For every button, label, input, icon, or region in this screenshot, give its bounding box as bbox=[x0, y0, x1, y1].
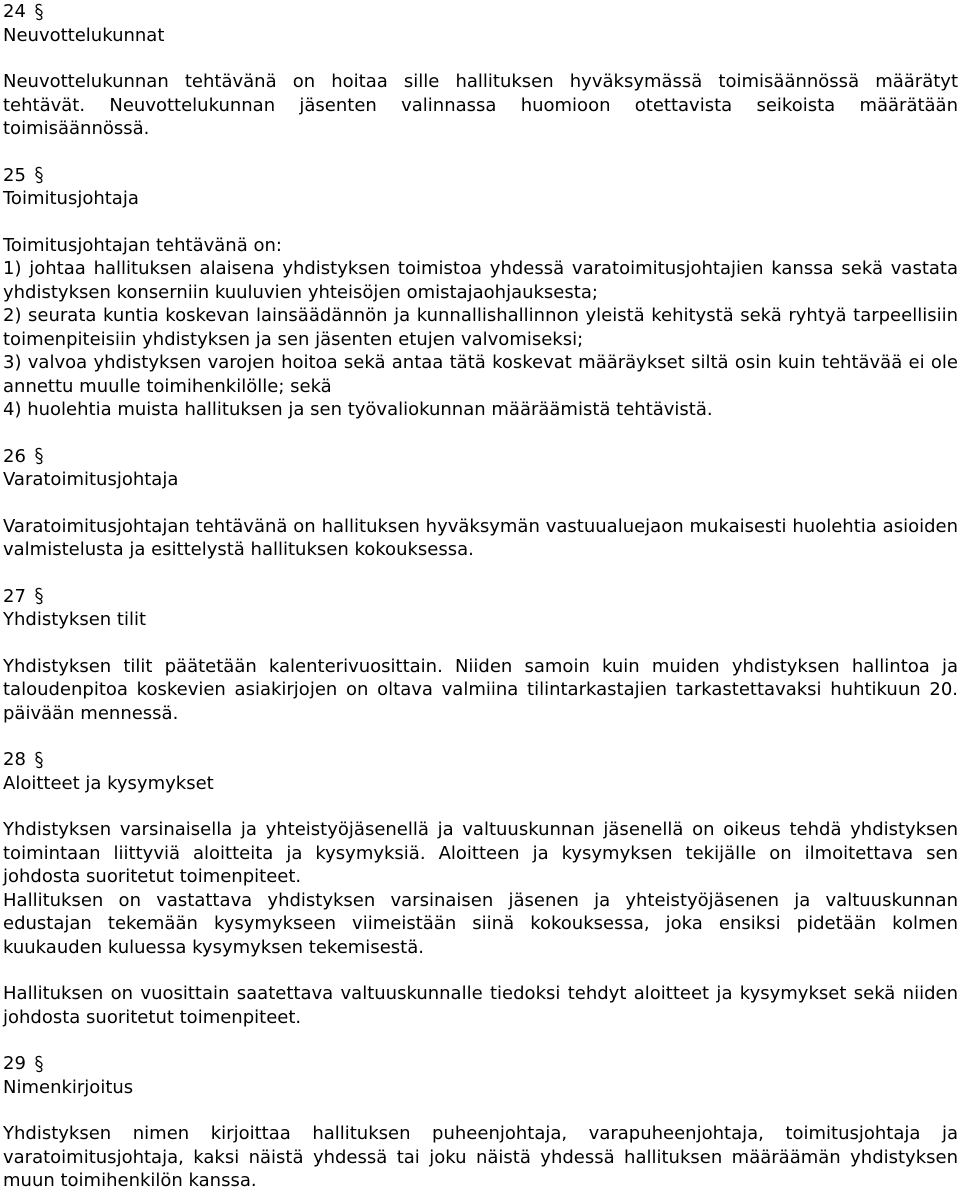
section-title: Varatoimitusjohtaja bbox=[3, 469, 179, 490]
section-number bbox=[3, 585, 958, 609]
section-27 bbox=[3, 585, 958, 726]
section-paragraph: Varatoimitusjohtajan tehtävänä on hallituksen hyväksymän vastuualuejaon mukaisesti huolehtia asioiden valmistelusta ja esittelystä hallituksen kokouksessa. bbox=[3, 515, 958, 560]
section-number-text: 24 bbox=[3, 1, 26, 22]
list-item: 3) valvoa yhdistyksen varojen hoitoa sekä antaa tätä koskevat määräykset siltä osin kuin tehtävää ei ole annettu muulle toimihenkilölle; sekä bbox=[3, 352, 958, 397]
section-29 bbox=[3, 1052, 958, 1193]
section-number bbox=[3, 0, 958, 24]
list-item: 4) huolehtia muista hallituksen ja sen työvaliokunnan määräämistä tehtävistä. bbox=[3, 399, 713, 420]
section-sign-icon bbox=[34, 447, 44, 465]
section-number-text: 27 bbox=[3, 585, 26, 607]
section-sign-icon bbox=[34, 3, 44, 21]
section-number-text: 25 bbox=[3, 164, 26, 186]
section-24 bbox=[3, 0, 958, 141]
section-paragraph: Yhdistyksen tilit päätetään kalenterivuosittain. Niiden samoin kuin muiden yhdistyksen hallintoa ja taloudenpitoa koskevien asiakirjojen on oltava valmiina tilintarkastajien tarkastettavaksi huhtikuun 20. päivään mennessä. bbox=[3, 655, 958, 724]
section-number-text: 26 bbox=[3, 445, 26, 467]
document bbox=[3, 0, 958, 1193]
section-sign-icon bbox=[34, 751, 44, 769]
section-sign-icon bbox=[34, 1055, 44, 1073]
section-number bbox=[3, 1052, 958, 1076]
section-paragraph: Hallituksen on vuosittain saatettava valtuuskunnalle tiedoksi tehdyt aloitteet ja kysymykset sekä niiden johdosta suoritetut toimenpiteet. bbox=[3, 983, 958, 1028]
section-26 bbox=[3, 445, 958, 562]
section-number bbox=[3, 164, 958, 188]
section-sign-icon bbox=[34, 166, 44, 184]
list-item: 1) johtaa hallituksen alaisena yhdistyksen toimistoa yhdessä varatoimitusjohtajien kanssa sekä vastata yhdistyksen konserniin kuuluvien yhteisöjen omistajaohjauksesta; bbox=[3, 258, 958, 303]
section-number bbox=[3, 748, 958, 772]
list-item: 2) seurata kuntia koskevan lainsäädännön ja kunnallishallinnon yleistä kehitystä sekä ryhtyä tarpeellisiin toimenpiteisiin yhdistyksen ja sen jäsenten etujen valvomiseksi; bbox=[3, 305, 958, 350]
section-title: Nimenkirjoitus bbox=[3, 1076, 134, 1098]
section-25 bbox=[3, 164, 958, 422]
section-paragraph: Yhdistyksen varsinaisella ja yhteistyöjäsenellä ja valtuuskunnan jäsenellä on oikeus tehdä yhdistyksen toimintaan liittyviä aloitteita ja kysymyksiä. Aloitteen ja kysymyksen tekijälle on ilmoitettava sen johdosta suoritetut toimenpiteet. bbox=[3, 819, 958, 887]
section-paragraph: Neuvottelukunnan tehtävänä on hoitaa sille hallituksen hyväksymässä toimisäännössä määrätyt tehtävät. Neuvottelukunnan jäsenten valinnassa huomioon otettavista seikoista määrätään toimisäännössä. bbox=[3, 71, 958, 139]
section-title: Toimitusjohtaja bbox=[3, 188, 139, 209]
section-number bbox=[3, 445, 958, 469]
section-paragraph: Yhdistyksen nimen kirjoittaa hallituksen puheenjohtaja, varapuheenjohtaja, toimitusjohtaja ja varatoimitusjohtaja, kaksi näistä yhdessä tai joku näistä yhdessä hallituksen määräämän yhdistyksen muun toimihenkilön kanssa. bbox=[3, 1123, 958, 1191]
section-paragraph: Toimitusjohtajan tehtävänä on: bbox=[3, 234, 282, 256]
section-number-text: 29 bbox=[3, 1053, 26, 1074]
section-number-text: 28 bbox=[3, 749, 26, 770]
section-title: Neuvottelukunnat bbox=[3, 24, 165, 46]
section-sign-icon bbox=[34, 587, 44, 605]
section-title: Yhdistyksen tilit bbox=[3, 609, 147, 630]
section-28 bbox=[3, 748, 958, 1029]
section-paragraph: Hallituksen on vastattava yhdistyksen varsinaisen jäsenen ja yhteistyöjäsenen ja valtuuskunnan edustajan tekemään kysymykseen viimeistään siinä kokouksessa, joka ensiksi pidetään kolmen kuukauden kuluessa kysymyksen tekemisestä. bbox=[3, 889, 958, 958]
section-title: Aloitteet ja kysymykset bbox=[3, 772, 214, 794]
